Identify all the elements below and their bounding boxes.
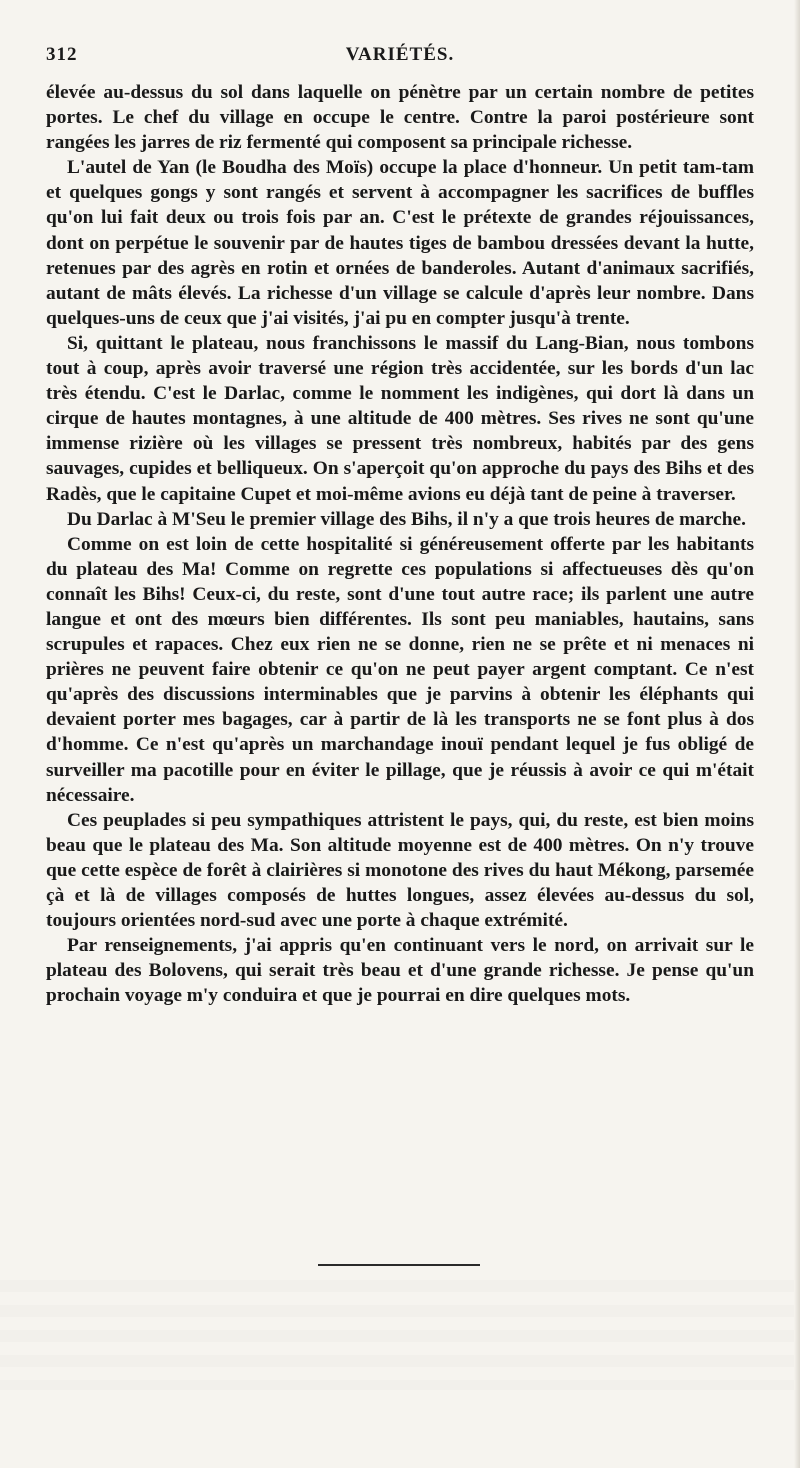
paragraph-mseu: Du Darlac à M'Seu le premier village des Bihs, il n'y a que trois heures de marche. (67, 508, 747, 530)
bleed-through-texture (0, 1280, 800, 1390)
book-page (46, 44, 754, 1008)
paragraph-peuplades: Ces peuplades si peu sympathiques attristent le pays, qui, du reste, est bien moins beau que le plateau des Ma. Son altitude moyenne est de 400 mètres. On n'y trouve que cette espèce de forêt à clairières si monotone des rives du haut Mékong, parsemée çà et là de villages composés de huttes longues, assez élevées au-dessus du sol, toujours orientées nord-sud avec une porte à chaque extrémité. (46, 809, 754, 932)
paragraph-darlac: Si, quittant le plateau, nous franchissons le massif du Lang-Bian, nous tombons tout à coup, après avoir traversé une région très accidentée, sur les bords d'un lac très étendu. C'est le Darlac, comme le nomment les indigènes, qui dort là dans un cirque de hautes montagnes, à une altitude de 400 mètres. Ses rives ne sont qu'une immense rizière où les villages se pressent très nombreux, habités par des gens sauvages, cupides et belliqueux. On s'aperçoit qu'on approche du pays des Bihs et des Radès, que le capitaine Cupet et moi-même avions eu déjà tant de peine à traverser. (46, 332, 754, 505)
section-end-rule (318, 1264, 480, 1266)
paragraph-autel-de-yan: L'autel de Yan (le Boudha des Moïs) occupe la place d'honneur. Un petit tam-tam et quelques gongs y sont rangés et servent à accompagner les sacrifices de buffles qu'on lui fait deux ou trois fois par an. C'est le prétexte de grandes réjouissances, dont on perpétue le souvenir par de hautes tiges de bambou dressées devant la hutte, retenues par des agrès en rotin et ornées de banderoles. Autant d'animaux sacrifiés, autant de mâts élevés. La richesse d'un village se calcule d'après leur nombre. Dans quelques-uns de ceux que j'ai visités, j'ai pu en compter jusqu'à trente. (46, 157, 754, 329)
paragraph-bihs: Comme on est loin de cette hospitalité si généreusement offerte par les habitants du plateau des Ma! Comme on regrette ces populations si affectueuses dès qu'on connaît les Bihs! Ceux-ci, du reste, sont d'une tout autre race; ils parlent une autre langue et ont des mœurs bien différentes. Ils sont peu maniables, hautains, sans scrupules et rapaces. Chez eux rien ne se donne, rien ne se prête et ni menaces ni prières ne peuvent faire obtenir ce qu'on ne peut payer argent comptant. Ce n'est qu'après des discussions interminables que je parvins à obtenir les éléphants qui devaient porter mes bagages, car à partir de là les transports ne se font plus à dos d'homme. Ce n'est qu'après un marchandage inouï pendant lequel je fus obligé de surveiller ma pacotille pour en éviter le pillage, que je réussis à avoir ce qui m'était nécessaire. (46, 533, 754, 806)
paragraph-continuation: élevée au-dessus du sol dans laquelle on pénètre par un certain nombre de petites portes. Le chef du village en occupe le centre. Contre la paroi postérieure sont rangées les jarres de riz fermenté qui composent sa principale richesse. (46, 82, 754, 154)
body-text (46, 80, 754, 1008)
paragraph-bolovens: Par renseignements, j'ai appris qu'en continuant vers le nord, on arrivait sur le plateau des Bolovens, qui serait très beau et d'une grande richesse. Je pense qu'un prochain voyage m'y conduira et que je pourrai en dire quelques mots. (46, 935, 754, 1007)
running-title: VARIÉTÉS. (345, 44, 455, 65)
page-number: 312 (46, 44, 78, 65)
page-edge-shadow (794, 0, 800, 1468)
running-head (46, 44, 754, 80)
